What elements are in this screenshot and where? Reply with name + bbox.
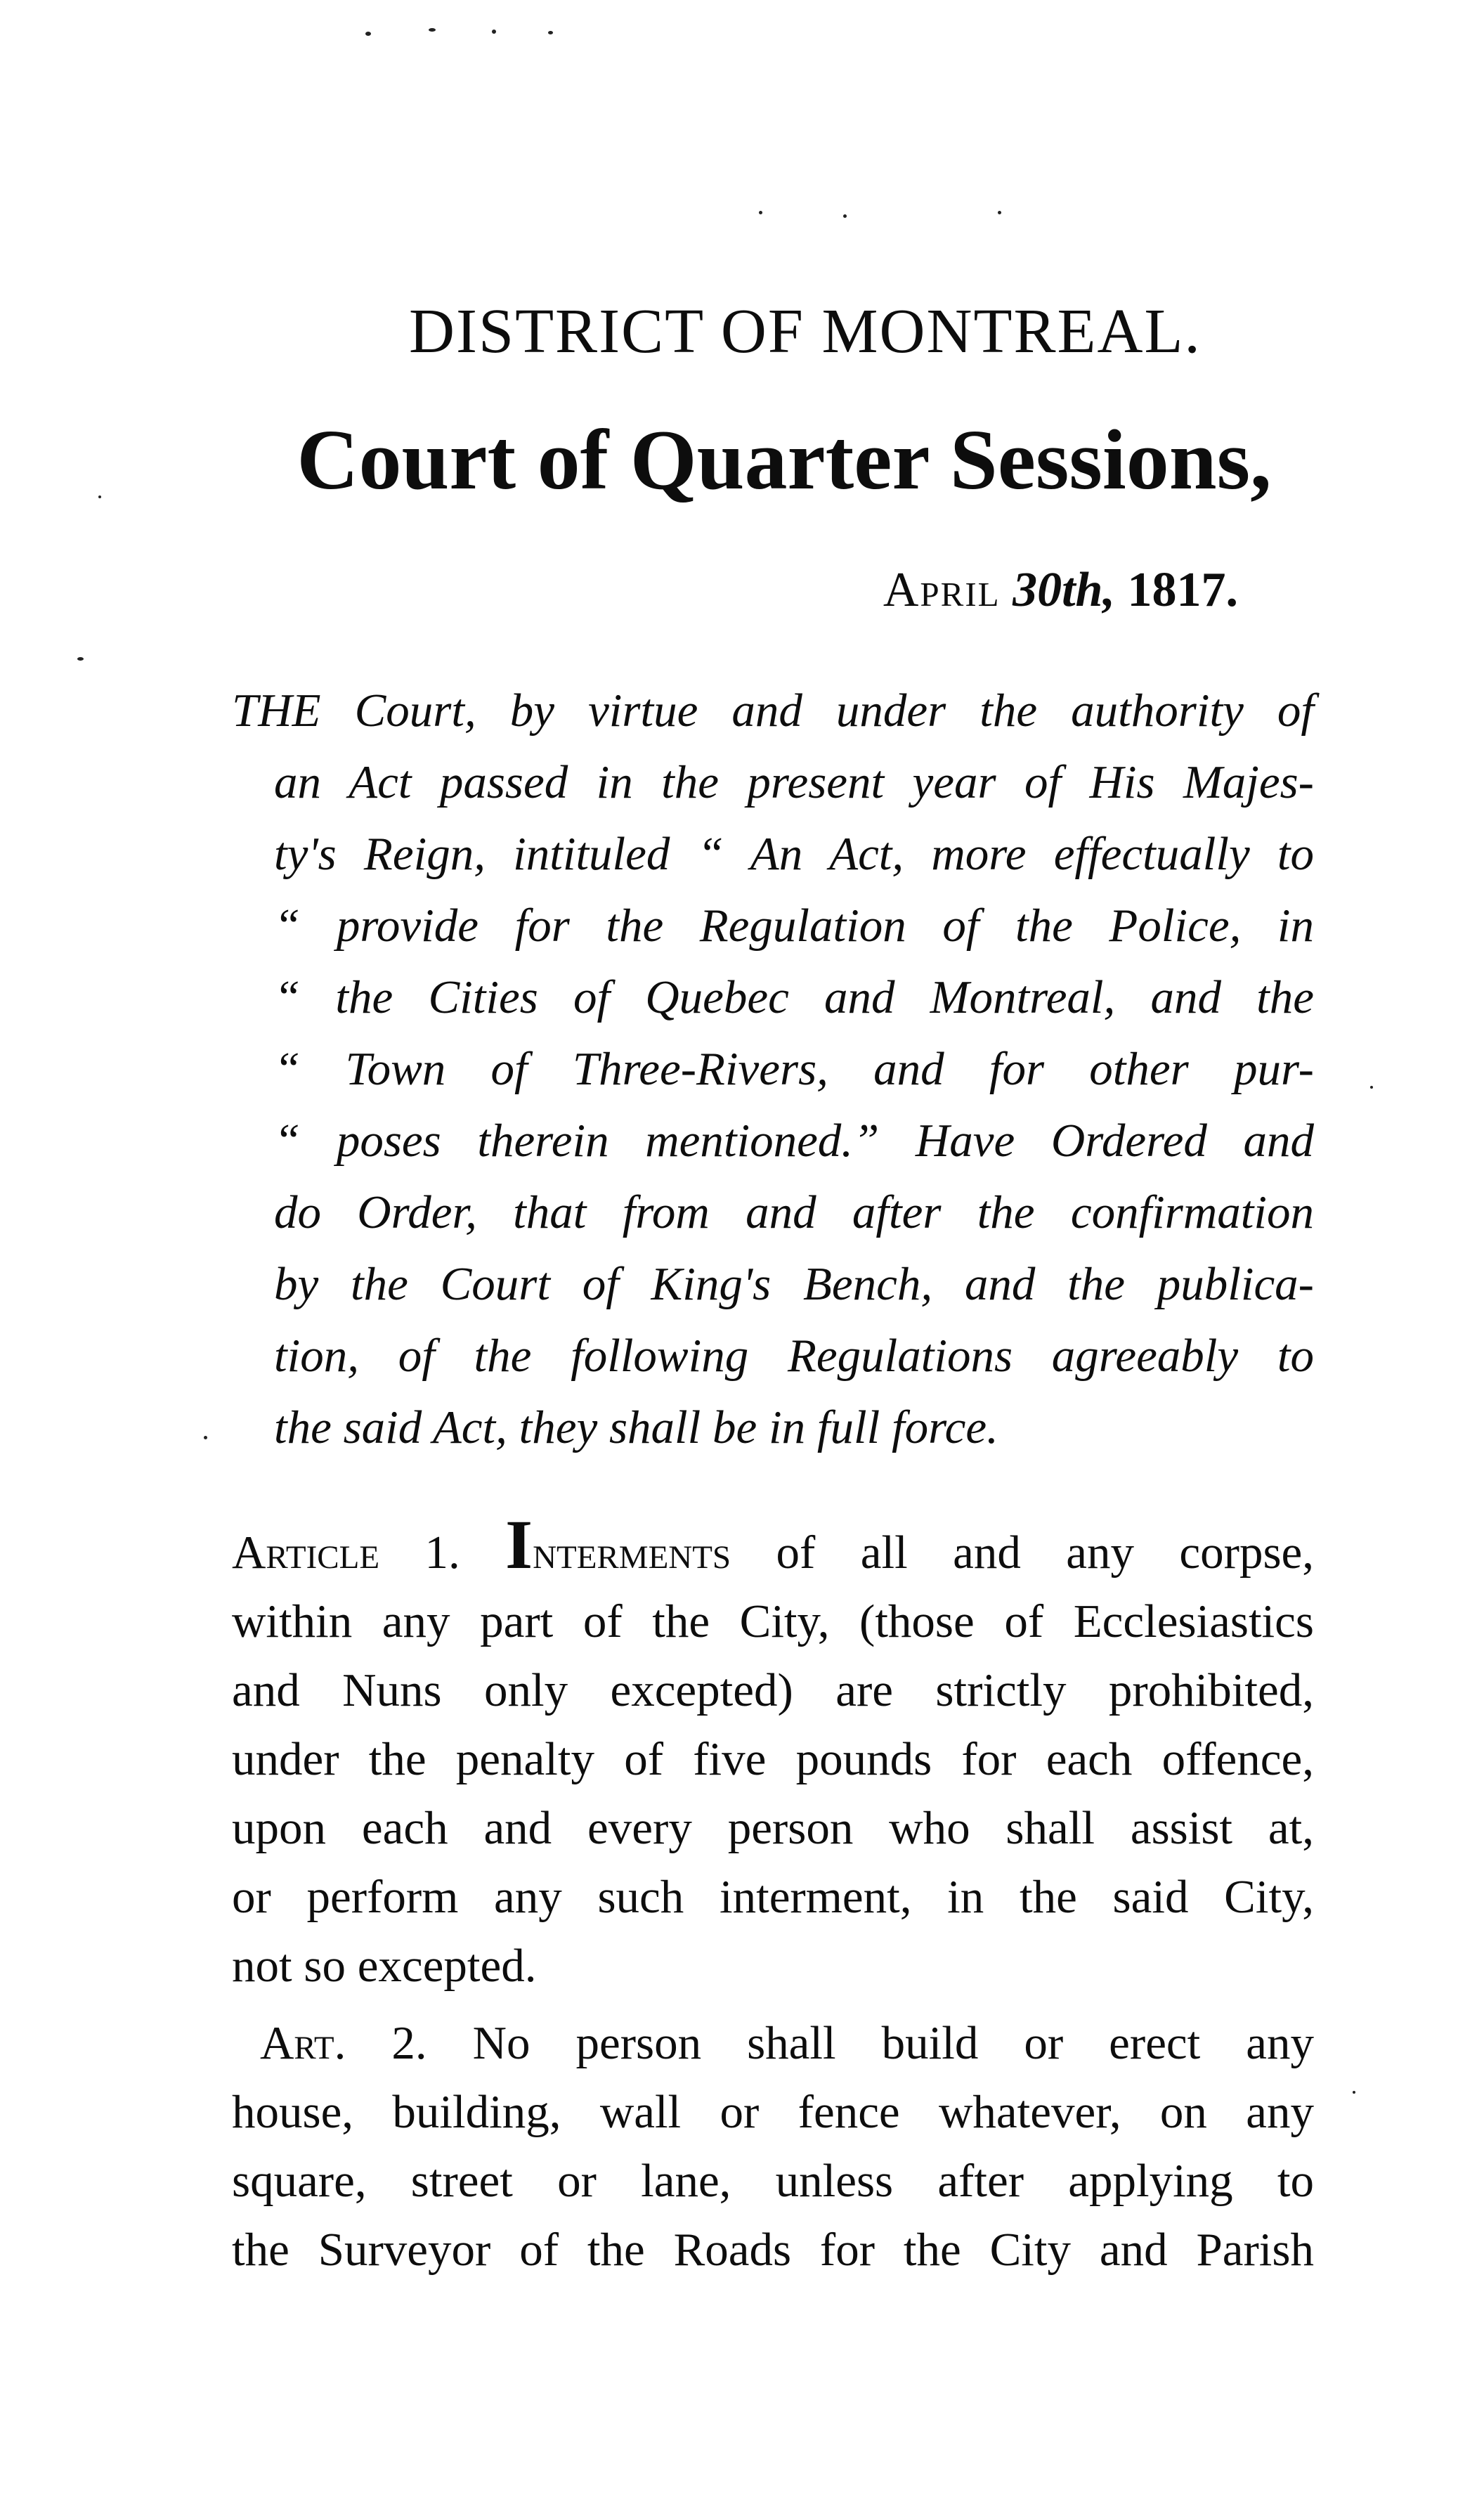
date-year: 1817. [1127, 563, 1238, 617]
preamble-line: “ the Cities of Quebec and Montreal, and the [274, 971, 1314, 1023]
article-1-line: within any part of the City, (those of Ecclesiastics [232, 1595, 1314, 1647]
preamble-line: ty's Reign, intituled “ An Act, more effectually to [274, 828, 1314, 880]
article-2-label: Art. 2. [260, 2017, 427, 2069]
preamble-line: an Act passed in the present year of His Majes- [274, 756, 1314, 808]
speck [843, 214, 847, 218]
preamble-line: tion, of the following Regulations agreeably to [274, 1330, 1314, 1382]
court-heading: Court of Quarter Sessions, [297, 413, 1272, 507]
article-1-dropcap: I [505, 1505, 533, 1583]
date-day: 30th, [1013, 563, 1115, 617]
article-1-label: Article 1. [232, 1527, 460, 1579]
date-month: April [883, 563, 1001, 617]
article-2-line: house, building, wall or fence whatever, on any [232, 2086, 1314, 2138]
speck [759, 211, 762, 214]
preamble-line: “ poses therein mentioned.” Have Ordered and [274, 1115, 1314, 1167]
speck [492, 30, 496, 34]
speck [1370, 1086, 1373, 1089]
article-1-line: or perform any such interment, in the said City, [232, 1871, 1314, 1923]
dateline [883, 562, 1238, 618]
speck [429, 28, 436, 32]
preamble-line: by the Court of King's Bench, and the publica- [274, 1258, 1314, 1310]
article-2 [232, 2009, 1314, 2284]
article-1-line: upon each and every person who shall assist at, [232, 1802, 1314, 1854]
speck [1353, 2091, 1355, 2094]
article-1-lead: nterments [533, 1527, 731, 1579]
speck [548, 31, 553, 34]
article-2-line: square, street or lane, unless after applying to [232, 2155, 1314, 2207]
speck [998, 211, 1001, 214]
district-heading: DISTRICT OF MONTREAL. [409, 297, 1202, 366]
article-2-first-rest: No person shall build or erect any [472, 2017, 1315, 2069]
preamble-line: the said Act, they shall be in full force. [274, 1401, 998, 1453]
article-2-line: the Surveyor of the Roads for the City and Parish [232, 2224, 1314, 2276]
speck [77, 657, 84, 661]
preamble-paragraph [232, 675, 1314, 1463]
preamble-line: THE Court, by virtue and under the authority of [232, 685, 1314, 737]
preamble-line: “ Town of Three-Rivers, and for other pur- [274, 1043, 1314, 1095]
article-1 [232, 1505, 1315, 2000]
article-1-first-rest: of all and any corpse, [776, 1527, 1315, 1579]
speck [365, 32, 371, 36]
article-2-first-line [232, 2009, 1314, 2078]
preamble-line: do Order, that from and after the confirmation [274, 1186, 1314, 1238]
speck [204, 1436, 207, 1439]
speck [98, 495, 101, 498]
articles [232, 1505, 1315, 2284]
article-1-line: under the penalty of five pounds for each offence, [232, 1733, 1314, 1785]
preamble-line: “ provide for the Regulation of the Police, in [274, 900, 1314, 952]
article-1-first-line [232, 1505, 1315, 1587]
article-1-line: not so excepted. [232, 1940, 537, 1992]
article-1-line: and Nuns only excepted) are strictly prohibited, [232, 1664, 1314, 1716]
